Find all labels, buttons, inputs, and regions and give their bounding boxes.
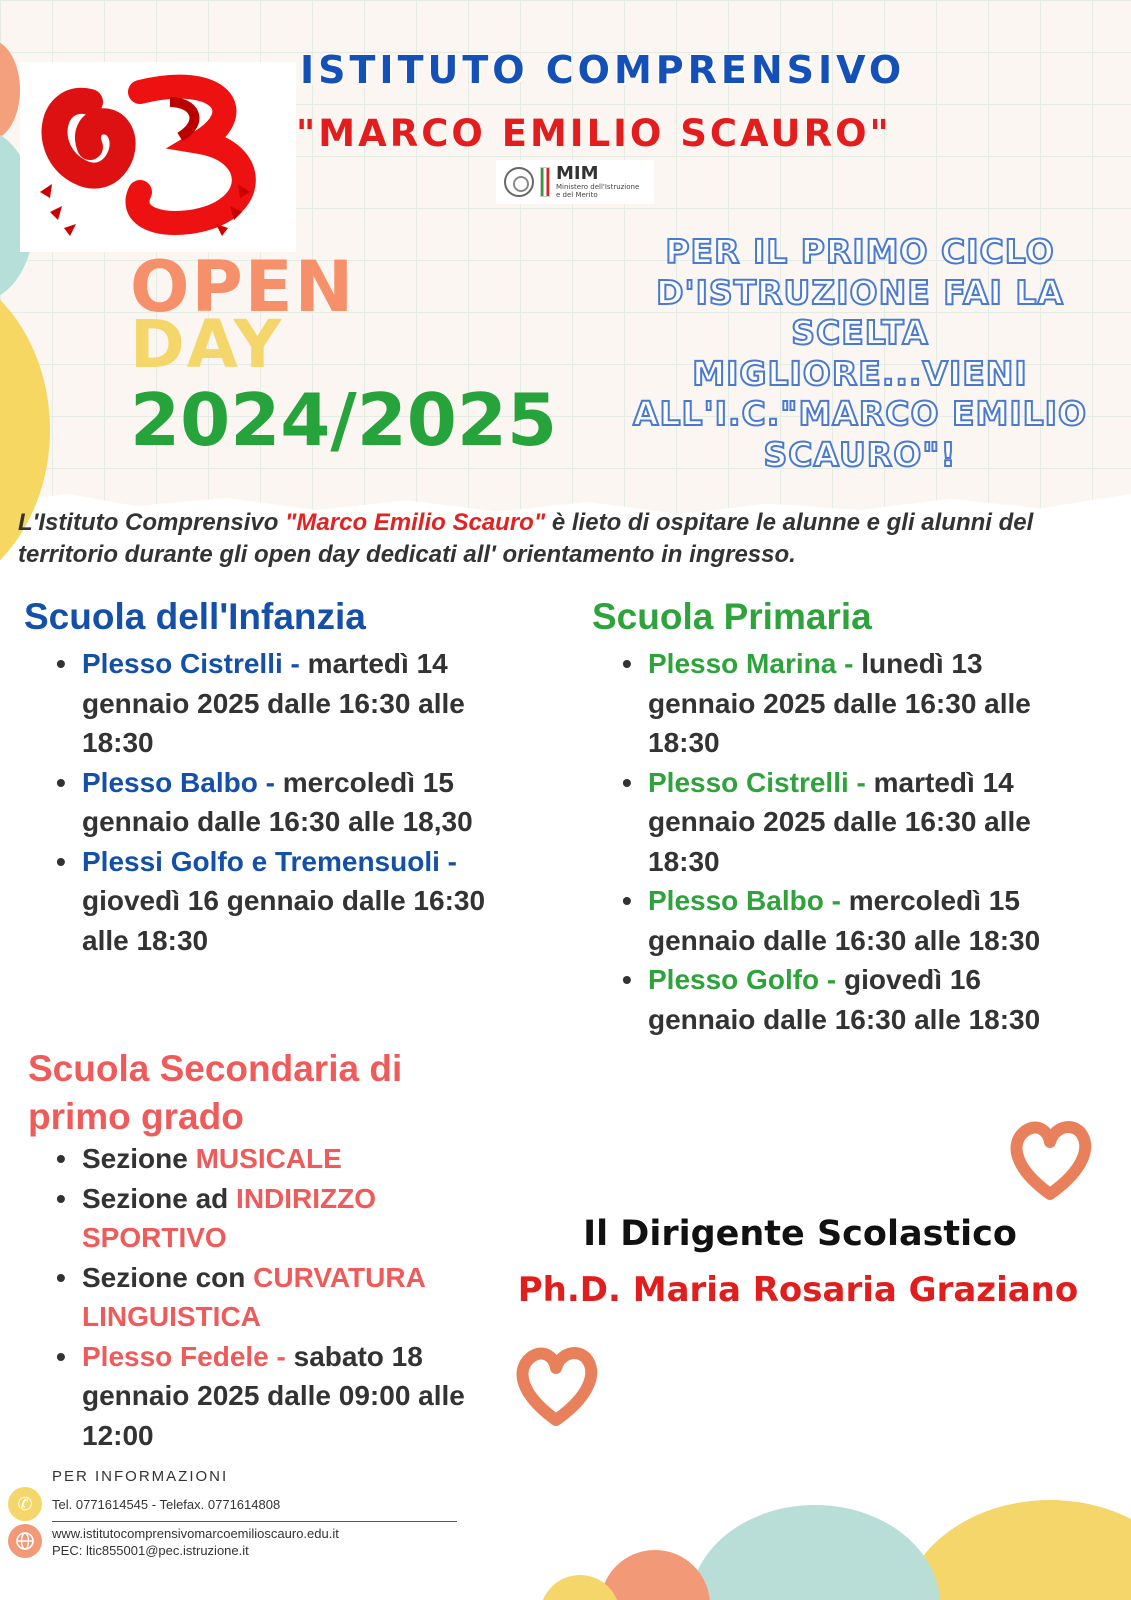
contacts-label: PER INFORMAZIONI bbox=[52, 1468, 229, 1485]
list-item bbox=[56, 842, 486, 961]
plesso-schedule: martedì 14 gennaio 2025 dalle 16:30 alle 18:30 bbox=[648, 766, 1031, 877]
list-item bbox=[622, 763, 1052, 882]
list-item bbox=[56, 1337, 476, 1456]
divider bbox=[52, 1521, 457, 1522]
intro-paragraph bbox=[18, 507, 1113, 571]
italian-flag-icon bbox=[540, 167, 550, 197]
republic-seal-icon bbox=[504, 167, 534, 197]
signature-name: Ph.D. Maria Rosaria Graziano bbox=[517, 1270, 1079, 1310]
ministry-name-line2: e del Merito bbox=[556, 191, 598, 199]
plesso-name: Plesso Cistrelli - bbox=[648, 766, 874, 798]
section-prefix: Sezione bbox=[82, 1143, 196, 1174]
plesso-schedule: sabato 18 gennaio 2025 dalle 09:00 alle 12:00 bbox=[82, 1340, 465, 1451]
ministry-logo bbox=[496, 160, 654, 204]
heart-icon bbox=[1004, 1116, 1096, 1202]
section-prefix: Sezione ad bbox=[82, 1182, 237, 1214]
open-label: OPEN bbox=[130, 246, 356, 328]
plesso-name: Plessi Golfo e Tremensuoli - bbox=[82, 845, 457, 877]
phone-icon: ✆ bbox=[8, 1487, 42, 1521]
plesso-name: Plesso Cistrelli - bbox=[82, 648, 308, 679]
primaria-title: Scuola Primaria bbox=[592, 596, 872, 637]
list-item bbox=[56, 1179, 476, 1258]
ministry-name-line1: Ministero dell'Istruzione bbox=[556, 183, 640, 191]
plesso-schedule: lunedì 13 gennaio 2025 dalle 16:30 alle 18:30 bbox=[648, 648, 1031, 758]
list-item bbox=[622, 881, 1052, 960]
globe-icon bbox=[8, 1524, 42, 1558]
section-type: CURVATURA LINGUISTICA bbox=[82, 1261, 425, 1332]
plesso-name: Plesso Fedele - bbox=[82, 1340, 294, 1372]
primaria-list bbox=[622, 644, 1052, 1039]
list-item bbox=[56, 1139, 476, 1179]
signature-role: Il Dirigente Scolastico bbox=[583, 1214, 1017, 1254]
globe-icon-svg bbox=[15, 1531, 35, 1551]
secondaria-title: Scuola Secondaria di primo grado bbox=[28, 1048, 403, 1137]
plesso-schedule: mercoledì 15 gennaio dalle 16:30 alle 18:30 bbox=[648, 885, 1041, 956]
contact-website[interactable]: www.istitutocomprensivomarcoemilioscauro.edu.it bbox=[52, 1526, 339, 1541]
intro-text: è lieto di ospitare le alunne e gli alunni del territorio durante gli open day dedicati all' orientamento in ingresso. bbox=[18, 509, 1034, 568]
ministry-abbr: MIM bbox=[556, 163, 599, 184]
infanzia-title: Scuola dell'Infanzia bbox=[24, 596, 366, 637]
school-logo bbox=[20, 62, 296, 252]
plesso-schedule: giovedì 16 gennaio dalle 16:30 alle 18:30 bbox=[82, 885, 486, 956]
school-year: 2024/2025 bbox=[130, 378, 558, 462]
heart-icon bbox=[510, 1342, 602, 1428]
section-prefix: Sezione con bbox=[82, 1261, 254, 1293]
list-item bbox=[622, 644, 1052, 763]
plesso-name: Plesso Marina - bbox=[648, 648, 862, 679]
intro-school-name: "Marco Emilio Scauro" bbox=[285, 509, 546, 536]
plesso-name: Plesso Balbo - bbox=[82, 766, 283, 798]
school-title-line2: "MARCO EMILIO SCAURO" bbox=[296, 112, 892, 155]
section-type: INDIRIZZO SPORTIVO bbox=[82, 1182, 377, 1253]
secondaria-list bbox=[56, 1139, 476, 1455]
section-type: MUSICALE bbox=[195, 1143, 342, 1174]
contact-phone: Tel. 0771614545 - Telefax. 0771614808 bbox=[52, 1497, 281, 1512]
contact-pec[interactable]: PEC: ltic855001@pec.istruzione.it bbox=[52, 1543, 249, 1558]
list-item bbox=[622, 960, 1052, 1039]
infanzia-list bbox=[56, 644, 486, 960]
intro-text: L'Istituto Comprensivo bbox=[18, 509, 286, 536]
school-logo-icon bbox=[20, 62, 296, 252]
list-item bbox=[56, 1258, 476, 1337]
plesso-schedule: mercoledì 15 gennaio dalle 16:30 alle 18,30 bbox=[82, 766, 473, 837]
slogan: PER IL PRIMO CICLO D'ISTRUZIONE FAI LA SCELTA MIGLIORE...VIENI ALL'I.C."MARCO EMILIO SCAURO"! bbox=[632, 232, 1088, 474]
school-title-line1: ISTITUTO COMPRENSIVO bbox=[300, 48, 906, 92]
list-item bbox=[56, 763, 486, 842]
plesso-name: Plesso Balbo - bbox=[648, 885, 849, 916]
list-item bbox=[56, 644, 486, 763]
plesso-schedule: martedì 14 gennaio 2025 dalle 16:30 alle 18:30 bbox=[82, 648, 465, 758]
plesso-schedule: giovedì 16 gennaio dalle 16:30 alle 18:30 bbox=[648, 964, 1041, 1035]
plesso-name: Plesso Golfo - bbox=[648, 964, 845, 995]
day-label: DAY bbox=[130, 306, 284, 383]
